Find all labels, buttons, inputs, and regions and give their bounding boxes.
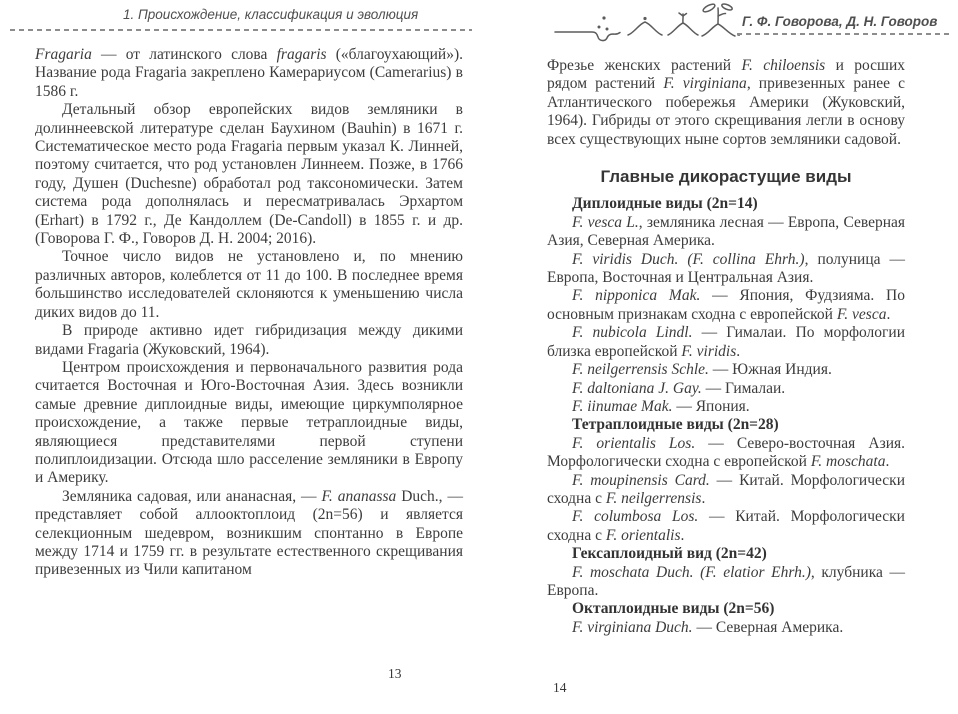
subhead-block: Тетраплоидные виды (2n=28) [572, 416, 779, 434]
running-head-chapter-title: 1. Происхождение, классификация и эволюция [123, 7, 419, 22]
header-dashed-rule-left [10, 29, 472, 31]
para-block: Fragaria — от латинского слова fragaris («благоухающий»). Название рода Fragaria закреплено Камерариусом (Camerarius) в 1586 г. [35, 46, 463, 100]
entry-block: F. columbosa Los. — Китай. Морфологически сходна с F. orientalis. [547, 508, 905, 544]
entry-block: F. moschata Duch. (F. elatior Ehrh.), клубника — Европа. [547, 563, 905, 599]
entry-block: F. vesca L., земляника лесная — Европа, Северная Азия, Северная Америка. [547, 213, 906, 250]
entry-block: F. orientalis Los. — Северо-восточная Азия. Морфологически сходна с европейской F. moschata. [547, 434, 906, 471]
page-number-right: 14 [553, 680, 567, 695]
subhead-block: Диплоидные виды (2n=14) [572, 195, 758, 213]
running-head-authors: Г. Ф. Говорова, Д. Н. Говоров [742, 14, 938, 29]
seed-germination-sketch-icon [552, 1, 740, 45]
page-number-left: 13 [388, 666, 402, 681]
entry-block: F. virginiana Duch. — Северная Америка. [572, 618, 844, 636]
entry-block: F. neilgerrensis Schle. — Южная Индия. [572, 361, 832, 379]
para-block: Фрезье женских растений F. chiloensis и росших рядом растений F. virginiana, привезенных ранее с Атлантического побережья Америки (Жуковский, 1964). Гибриды от этого скрещивания легли в основу всех существующих ныне сортов земляники садовой. [547, 57, 906, 148]
para-block: Земляника садовая, или ананасная, — F. ananassa Duch., — представляет собой аллооктоплоид (2n=56) и является селекционным шедевром, возникшим спонтанно в Европе между 1714 и 1759 гг. в результате естественного скрещивания привезенных из Чили капитаном [35, 487, 463, 579]
subhead-block: Гексаплоидный вид (2n=42) [572, 545, 767, 563]
right-page-body-text [547, 57, 905, 637]
heading-block: Главные дикорастущие виды [600, 167, 852, 187]
entry-block: F. daltoniana J. Gay. — Гималаи. [572, 379, 786, 397]
para-block: Точное число видов не установлено и, по мнению различных авторов, колеблется от 11 до 100. В последнее время большинство исследователей склоняются к уменьшению числа диких видов до 11. [35, 248, 463, 321]
header-dashed-rule-right [737, 33, 953, 35]
para-block: Центром происхождения и первоначального развития рода считается Восточная и Юго-Восточная Азия. Здесь возникли самые древние диплоидные виды, имеющие циркумполярное происхождение, а также первые тетраплоидные виды, являющиеся представителями первой ступени полиплоидизации. Отсюда шло расселение земляники в Европу и Америку. [35, 358, 463, 487]
entry-block: F. iinumae Mak. — Япония. [572, 397, 750, 415]
para-block: Детальный обзор европейских видов земляники в долиннеевской литературе сделан Баухином (Bauhin) в 1671 г. Систематическое место рода Fragaria первым указал К. Линней, поэтому считается, что род установлен Линнеем. Позже, в 1766 году, Душен (Duchesne) обработал род таксономически. Затем система рода дополнялась и пересматривалась Эрхартом (Erhart) в 1792 г., Де Кандоллем (De-Candoll) в 1855 г. и др. (Говорова Г. Ф., Говоров Д. Н. 2004; 2016). [35, 101, 463, 248]
para-block: В природе активно идет гибридизация между дикими видами Fragaria (Жуковский, 1964). [35, 322, 463, 358]
entry-block: F. nubicola Lindl. — Гималаи. По морфологии близка европейской F. viridis. [547, 324, 905, 360]
entry-block: F. nipponica Mak. — Япония, Фудзияма. По основным признакам сходна с европейской F. vesca. [547, 287, 905, 323]
entry-block: F. moupinensis Card. — Китай. Морфологически сходна с F. neilgerrensis. [547, 471, 905, 507]
entry-block: F. viridis Duch. (F. collina Ehrh.), полуница — Европа, Восточная и Центральная Азия. [547, 250, 906, 287]
left-page-body-text [35, 46, 463, 580]
subhead-block: Октаплоидные виды (2n=56) [572, 600, 775, 618]
